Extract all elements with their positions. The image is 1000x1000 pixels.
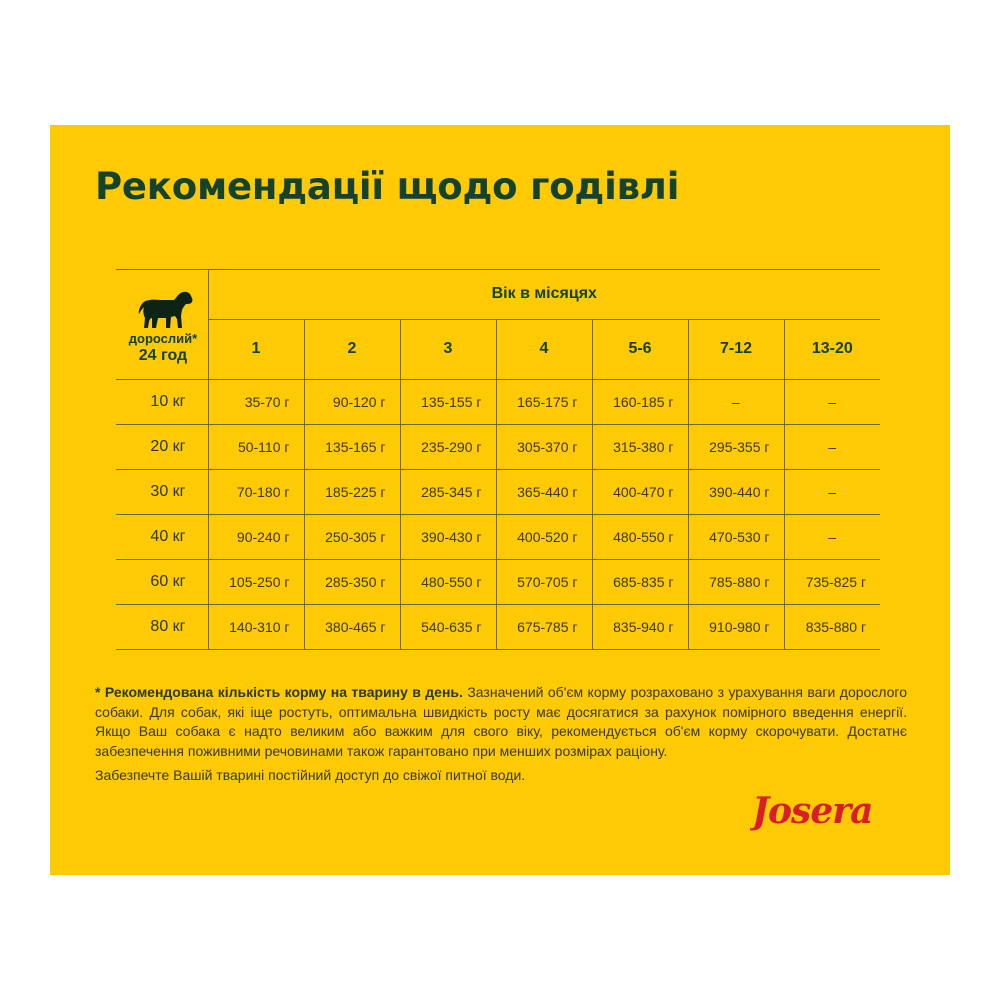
portion-cell: 470-530 г	[688, 515, 784, 560]
age-cell: 4	[496, 319, 592, 379]
portion-cell: 235-290 г	[400, 425, 496, 470]
portion-cell: 285-345 г	[400, 470, 496, 515]
portion-cell: 540-635 г	[400, 605, 496, 650]
portion-cell: 105-250 г	[208, 560, 304, 605]
hours-label: 24 год	[138, 346, 188, 364]
portion-cell: –	[784, 380, 880, 425]
weight-cell: 40 кг	[116, 515, 208, 560]
portion-cell: 400-520 г	[496, 515, 592, 560]
age-header-row	[116, 270, 880, 320]
weight-cell: 20 кг	[116, 425, 208, 470]
portion-cell: –	[784, 470, 880, 515]
table-row	[116, 380, 880, 425]
portion-cell: 835-940 г	[592, 605, 688, 650]
portion-cell: 135-155 г	[400, 380, 496, 425]
water-note: Забезпечте Вашій тварині постійний доступ до свіжої питної води.	[95, 767, 526, 783]
adult-24h-label	[122, 332, 204, 365]
table-row	[116, 605, 880, 650]
portion-cell: 90-240 г	[208, 515, 304, 560]
portion-cell: 365-440 г	[496, 470, 592, 515]
dog-icon	[138, 290, 194, 330]
portion-cell: 390-430 г	[400, 515, 496, 560]
portion-cell: –	[688, 380, 784, 425]
portion-cell: 35-70 г	[208, 380, 304, 425]
footnote-bold: * Рекомендована кількість корму на тварину в день.	[95, 684, 463, 700]
svg-text:Josera: Josera	[752, 790, 873, 832]
table-row	[116, 470, 880, 515]
table-body	[116, 380, 880, 650]
feeding-table	[116, 269, 880, 650]
portion-cell: 185-225 г	[304, 470, 400, 515]
age-cell: 3	[400, 319, 496, 379]
portion-cell: 135-165 г	[304, 425, 400, 470]
portion-cell: 480-550 г	[400, 560, 496, 605]
table-row	[116, 425, 880, 470]
portion-cell: 675-785 г	[496, 605, 592, 650]
portion-cell: 50-110 г	[208, 425, 304, 470]
portion-cell: 785-880 г	[688, 560, 784, 605]
feeding-card	[50, 125, 950, 875]
age-cell: 1	[208, 319, 304, 379]
age-cell: 5-6	[592, 319, 688, 379]
age-cell: 13-20	[784, 319, 880, 379]
portion-cell: 400-470 г	[592, 470, 688, 515]
age-cell: 2	[304, 319, 400, 379]
weight-cell: 60 кг	[116, 560, 208, 605]
table-row	[116, 515, 880, 560]
portion-cell: –	[784, 515, 880, 560]
ages-row	[116, 319, 880, 379]
portion-cell: 305-370 г	[496, 425, 592, 470]
portion-cell: 570-705 г	[496, 560, 592, 605]
portion-cell: 140-310 г	[208, 605, 304, 650]
portion-cell: 735-825 г	[784, 560, 880, 605]
portion-cell: 250-305 г	[304, 515, 400, 560]
footnote-text: Зазначений об'єм корму розраховано з урахування ваги дорослого собаки. Для собак, які іще ростуть, оптимальна швидкість росту має досягатися за рахунок помірного введення енергії. Якщо Ваш собака є надто великим або важким для свого віку, рекомендується об'єм корму скорочувати. Достатнє забезпечення поживними речовинами також гарантовано при менших розмірах раціону.	[95, 684, 907, 759]
portion-cell: 835-880 г	[784, 605, 880, 650]
portion-cell: 90-120 г	[304, 380, 400, 425]
page-title: Рекомендації щодо годівлі	[95, 165, 680, 208]
table-corner	[116, 270, 208, 380]
weight-cell: 10 кг	[116, 380, 208, 425]
portion-cell: 165-175 г	[496, 380, 592, 425]
portion-cell: 70-180 г	[208, 470, 304, 515]
footnote	[95, 683, 907, 761]
weight-cell: 30 кг	[116, 470, 208, 515]
portion-cell: 390-440 г	[688, 470, 784, 515]
portion-cell: 910-980 г	[688, 605, 784, 650]
josera-logo	[750, 789, 910, 833]
portion-cell: 315-380 г	[592, 425, 688, 470]
weight-cell: 80 кг	[116, 605, 208, 650]
portion-cell: 285-350 г	[304, 560, 400, 605]
table-row	[116, 560, 880, 605]
portion-cell: 480-550 г	[592, 515, 688, 560]
adult-label: дорослий*	[128, 331, 198, 346]
age-in-months-header: Вік в місяцях	[208, 270, 880, 320]
portion-cell: 160-185 г	[592, 380, 688, 425]
age-cell: 7-12	[688, 319, 784, 379]
portion-cell: 685-835 г	[592, 560, 688, 605]
portion-cell: 380-465 г	[304, 605, 400, 650]
portion-cell: –	[784, 425, 880, 470]
portion-cell: 295-355 г	[688, 425, 784, 470]
